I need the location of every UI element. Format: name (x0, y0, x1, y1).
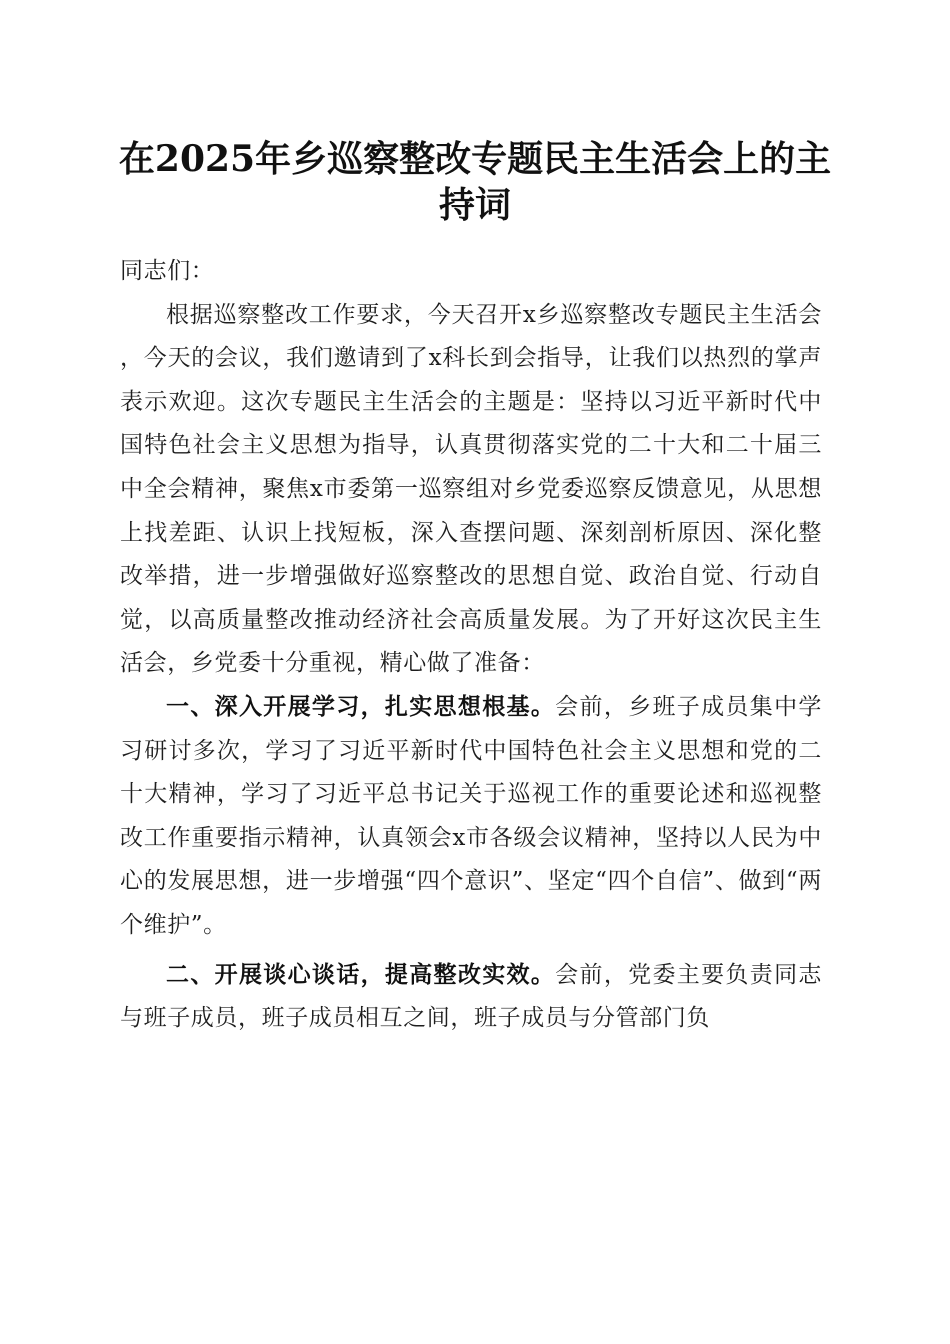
intro-paragraph: 根据巡察整改工作要求，今天召开x乡巡察整改专题民主生活会，今天的会议，我们邀请到了x科长到会指导，让我们以热烈的掌声表示欢迎。这次专题民主生活会的主题是：坚持以习近平新时代中国特色社会主义思想为指导，认真贯彻落实党的二十大和二十届三中全会精神，聚焦x市委第一巡察组对乡党委巡察反馈意见，从思想上找差距、认识上找短板，深入查摆问题、深刻剖析原因、深化整改举措，进一步增强做好巡察整改的思想自觉、政治自觉、行动自觉，以高质量整改推动经济社会高质量发展。为了开好这次民主生活会，乡党委十分重视，精心做了准备： (120, 301, 822, 677)
section-1-heading: 一、深入开展学习，扎实思想根基。 (166, 693, 556, 720)
section-1-paragraph (120, 686, 822, 948)
section-1-body: 会前，乡班子成员集中学习研讨多次，学习了习近平新时代中国特色社会主义思想和党的二十大精神，学习了习近平总书记关于巡视工作的重要论述和巡视整改工作重要指示精神，认真领会x市各级会议精神，坚持以人民为中心的发展思想，进一步增强“四个意识”、坚定“四个自信”、做到“两个维护”。 (120, 693, 822, 938)
document-title-line-2: 持词 (438, 184, 511, 226)
salutation: 同志们： (120, 258, 215, 284)
document-body (120, 250, 822, 1041)
section-2-paragraph (120, 954, 822, 1041)
section-2-heading: 二、开展谈心谈话，提高整改实效。 (166, 961, 556, 988)
document-title-line-1: 在2025年乡巡察整改专题民主生活会上的主 (118, 138, 832, 180)
document-title (100, 136, 850, 228)
section-2-body: 会前，党委主要负责同志与班子成员，班子成员相互之间，班子成员与分管部门负 (120, 961, 822, 1032)
